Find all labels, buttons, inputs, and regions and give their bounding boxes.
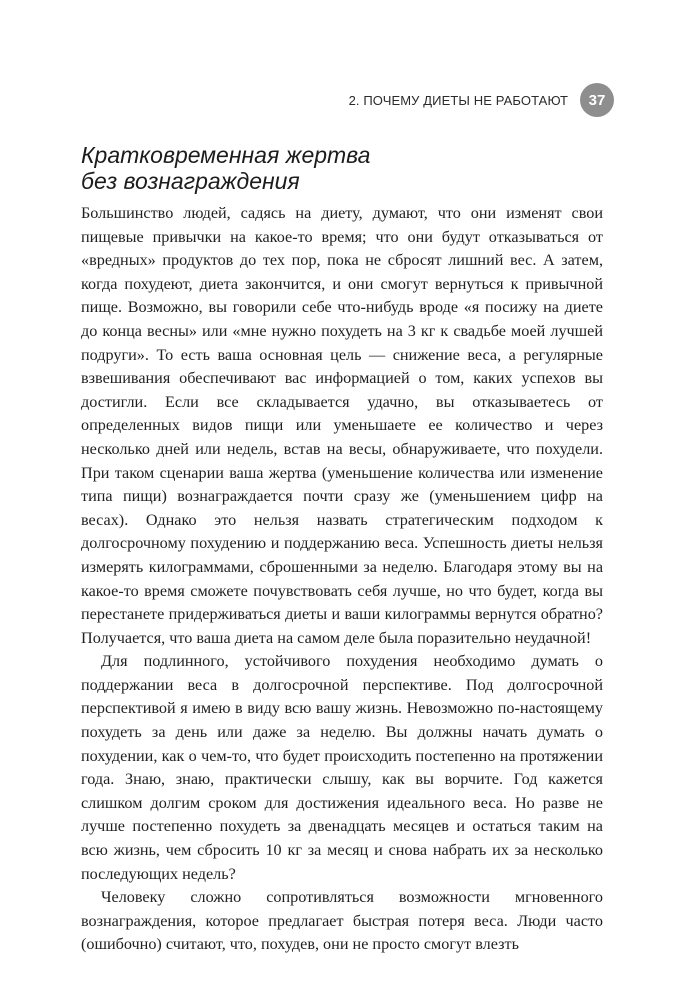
body-text bbox=[81, 202, 603, 957]
paragraph-1: Большинство людей, садясь на диету, думают, что они изменят свои пищевые привычки на какое-то время; что они будут отказываться от «вредных» продуктов до тех пор, пока не сбросят лишний вес. А затем, когда похудеют, диета закончится, и они смогут вернуться к привычной пище. Возможно, вы говорили себе что-нибудь вроде «я посижу на диете до конца весны» или «мне нужно похудеть на 3 кг к свадьбе моей лучшей подруги». То есть ваша основная цель — снижение веса, а регулярные взвешивания обеспечивают вас информацией о том, каких успехов вы достигли. Если все складывается удачно, вы отказываетесь от определенных видов пищи или уменьшаете ее количество и через несколько дней или недель, встав на весы, обнаруживаете, что похудели. При таком сценарии ваша жертва (уменьшение количества или изменение типа пищи) вознаграждается почти сразу же (уменьшением цифр на весах). Однако это нельзя назвать стратегическим подходом к долгосрочному похудению и поддержанию веса. Успешность диеты нельзя измерять килограммами, сброшенными за неделю. Благодаря этому вы на какое-то время сможете почувствовать себя лучше, но что будет, когда вы перестанете придерживаться диеты и ваши килограммы вернутся обратно? Получается, что ваша диета на самом деле была поразительно неудачной! bbox=[81, 204, 603, 647]
page-number-badge: 37 bbox=[580, 83, 614, 117]
section-heading-line-2: без вознаграждения bbox=[81, 168, 300, 194]
section-heading bbox=[81, 142, 521, 194]
paragraph-3: Человеку сложно сопротивляться возможности мгновенного вознаграждения, которое предлагает быстрая потеря веса. Люди часто (ошибочно) считают, что, похудев, они не просто смогут влезть bbox=[81, 888, 603, 954]
chapter-title: 2. ПОЧЕМУ ДИЕТЫ НЕ РАБОТАЮТ bbox=[348, 92, 568, 108]
paragraph-2: Для подлинного, устойчивого похудения необходимо думать о поддержании веса в долгосрочной перспективе. Под долгосрочной перспективой я имею в виду всю вашу жизнь. Невозможно по-настоящему похудеть за день или даже за неделю. Вы должны начать думать о похудении, как о чем-то, что будет происходить постепенно на протяжении года. Знаю, знаю, практически слышу, как вы ворчите. Год кажется слишком долгим сроком для достижения идеального веса. Но разве не лучше постепенно похудеть за двенадцать месяцев и остаться таким на всю жизнь, чем сбросить 10 кг за месяц и снова набрать их за несколько последующих недель? bbox=[81, 652, 603, 883]
running-head bbox=[349, 83, 614, 117]
section-heading-line-1: Кратковременная жертва bbox=[81, 142, 371, 168]
